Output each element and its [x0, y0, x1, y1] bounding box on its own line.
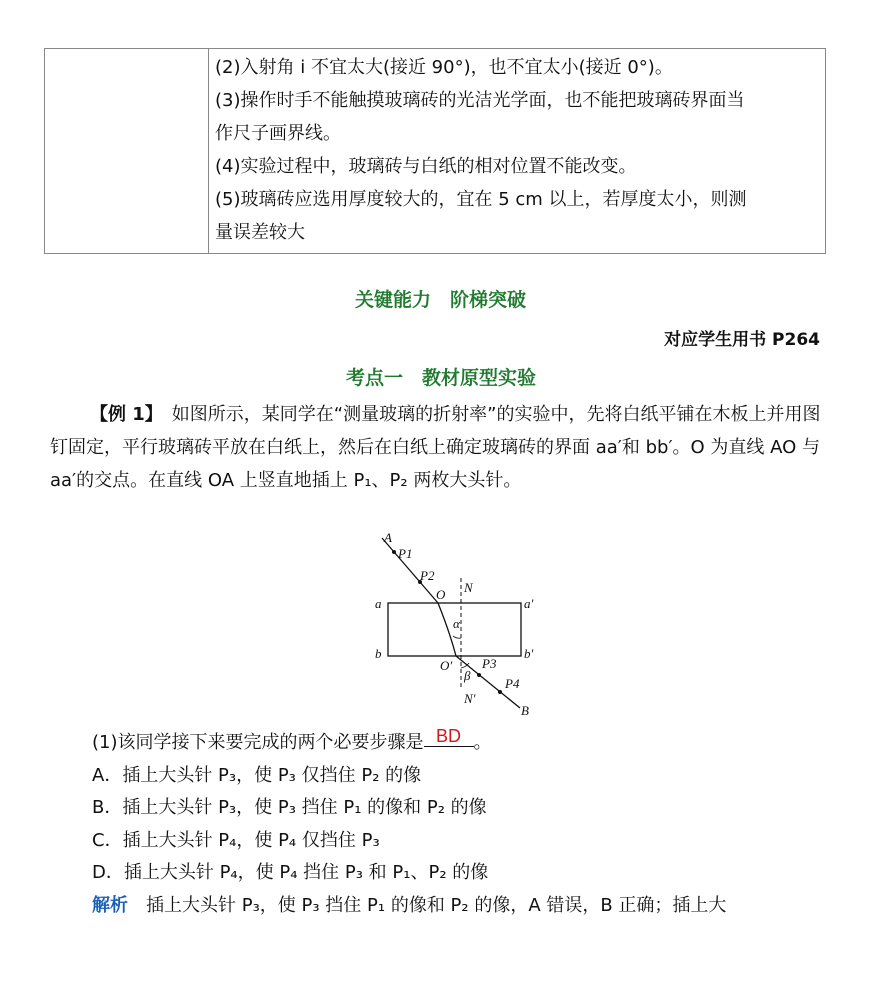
label-B: B: [521, 703, 529, 718]
label-a: a: [375, 596, 382, 611]
note-line-5: (5)玻璃砖应选用厚度较大的，宜在 5 cm 以上，若厚度太小，则测: [215, 189, 747, 210]
question-stem-end: 。: [473, 732, 492, 753]
analysis-text: 插上大头针 P₃，使 P₃ 挡住 P₁ 的像和 P₂ 的像，A 错误，B 正确；插上大: [146, 895, 727, 916]
pin-p3-dot: [477, 673, 481, 677]
pin-p1-dot: [392, 550, 396, 554]
note-line-4: (4)实验过程中，玻璃砖与白纸的相对位置不能改变。: [215, 156, 637, 177]
label-P2: P2: [420, 568, 435, 583]
analysis-label: 解析: [92, 895, 128, 916]
pin-p4-dot: [498, 690, 502, 694]
note-line-3: 作尺子画界线。: [215, 123, 341, 144]
example-text: 如图所示，某同学在“测量玻璃的折射率”的实验中，先将白纸平铺在木板上并用图钉固定，平行玻璃砖平放在白纸上，然后在白纸上确定玻璃砖的界面 aa′和 bb′。O 为直线 AO 与 aa′的交点。在直线 OA 上竖直地插上 P₁、P₂ 两枚大头针。: [50, 404, 821, 491]
book-reference: 对应学生用书 P264: [664, 330, 820, 350]
label-a-prime: a′: [524, 596, 534, 611]
label-P3: P3: [482, 656, 497, 671]
label-O-prime: O′: [440, 658, 453, 673]
option-c: C．插上大头针 P₄，使 P₄ 仅挡住 P₃: [92, 830, 380, 851]
alpha-arc: [453, 636, 461, 638]
analysis-line: [92, 890, 726, 922]
refraction-diagram: [360, 528, 550, 718]
note-line-2: (3)操作时手不能触摸玻璃砖的光洁光学面，也不能把玻璃砖界面当: [215, 90, 745, 111]
option-d: D．插上大头针 P₄，使 P₄ 挡住 P₃ 和 P₁、P₂ 的像: [92, 862, 489, 883]
label-O: O: [436, 587, 446, 602]
notes-table-content-cell: [209, 49, 826, 254]
question-stem: [92, 727, 492, 759]
label-P1: P1: [398, 546, 413, 561]
label-beta: β: [464, 668, 471, 683]
example-paragraph: [50, 398, 822, 497]
notes-table-empty-cell: [45, 49, 209, 254]
note-line-1: (2)入射角 i 不宜太大(接近 90°)，也不宜太小(接近 0°)。: [215, 57, 673, 78]
label-P4: P4: [505, 676, 520, 691]
label-N-prime: N′: [464, 691, 476, 706]
topic-title: 考点一 教材原型实验: [346, 367, 537, 389]
label-b: b: [375, 646, 382, 661]
label-b-prime: b′: [524, 646, 534, 661]
example-label: 【例 1】: [90, 404, 154, 425]
label-alpha: α: [453, 616, 460, 631]
label-A: A: [384, 530, 392, 545]
answer-blank: BD: [424, 726, 474, 747]
note-line-6: 量误差较大: [215, 222, 305, 243]
question-stem-text: (1)该同学接下来要完成的两个必要步骤是: [92, 732, 424, 753]
notes-table: [44, 48, 826, 254]
option-a: A．插上大头针 P₃，使 P₃ 仅挡住 P₂ 的像: [92, 765, 422, 786]
option-b: B．插上大头针 P₃，使 P₃ 挡住 P₁ 的像和 P₂ 的像: [92, 797, 487, 818]
section-title: 关键能力 阶梯突破: [355, 289, 527, 311]
label-N: N: [464, 580, 473, 595]
